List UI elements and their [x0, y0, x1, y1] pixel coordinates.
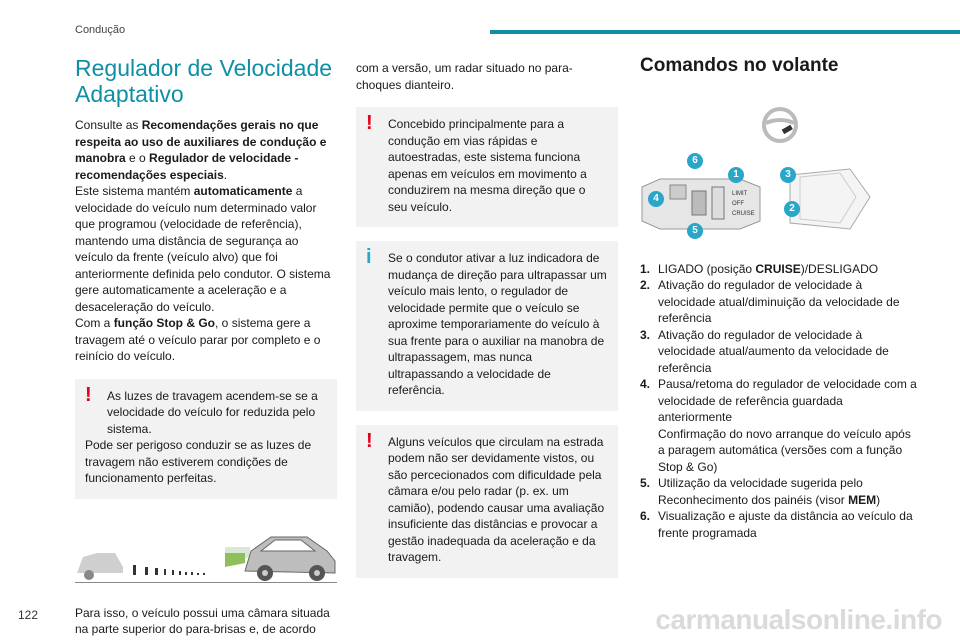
warning-icon: ! — [366, 112, 373, 134]
section-header: Condução — [75, 24, 126, 36]
column-1 — [75, 55, 337, 638]
watermark: carmanualsonline.info — [655, 604, 942, 635]
warning-icon: ! — [85, 383, 92, 406]
list-item: 6. Visualização e ajuste da distância ao veículo da frente programada — [640, 509, 913, 540]
controls-legend — [640, 261, 920, 542]
warning-notice-brake-lights: ! As luzes de travagem acendem-se se a velocidade do veículo for reduzida pelo sistema. Pode ser perigoso conduzir se as luzes de travagem não estiverem condições de funcionamento perfeitas. — [75, 379, 337, 499]
callout-6: 6 — [687, 153, 703, 169]
page-number: 122 — [18, 608, 39, 622]
list-item: 3. Ativação do regulador de velocidade à velocidade atual/aumento da velocidade de referência — [640, 327, 889, 375]
list-item: 5. Utilização da velocidade sugerida pelo Reconhecimento dos painéis (visor MEM) — [640, 476, 881, 507]
callout-2: 2 — [784, 201, 800, 217]
warning-notice-motorways: ! Concebido principalmente para a condução em vias rápidas e autoestradas, este sistema funciona apenas em veículos em movimento a conduzirem na mesma direção que o seu veículo. — [356, 107, 618, 227]
callout-1: 1 — [728, 167, 744, 183]
section-title-steering-controls: Comandos no volante — [640, 55, 839, 76]
paragraph-stop-go: Com a função Stop & Go, o sistema gere a travagem até o veículo parar por completo e o reinício do veículo. — [75, 316, 321, 363]
list-item: 4. Pausa/retoma do regulador de velocidade com a velocidade de referência guardada anteriormente Confirmação do novo arranque do veículo após a paragem automática (versões com a função Stop & Go) — [640, 377, 917, 474]
page-title: Regulador de Velocidade Adaptativo — [75, 55, 333, 107]
callout-3: 3 — [780, 167, 796, 183]
callout-5: 5 — [687, 223, 703, 239]
cruise-control-stalk-figure — [640, 154, 920, 237]
list-item: 2. Ativação do regulador de velocidade à velocidade atual/diminuição da velocidade de referência — [640, 278, 900, 325]
paragraph-camera: Para isso, o veículo possui uma câmara situada na parte superior do para-brisas e, de acordo — [75, 605, 330, 636]
info-icon: i — [366, 246, 372, 268]
figure-label-cruise: CRUISE — [732, 210, 755, 217]
paragraph-consult: Consulte as Recomendações gerais no que respeita ao uso de auxiliares de condução e manobra e o Regulador de velocidade - recomendações especiais. — [75, 118, 327, 182]
callout-4: 4 — [648, 191, 664, 207]
car-distance-icon — [75, 527, 337, 583]
list-item: 1. LIGADO (posição CRUISE)/DESLIGADO — [640, 261, 879, 276]
figure-label-off: OFF — [732, 200, 744, 207]
paragraph-radar: com a versão, um radar situado no para-choques dianteiro. — [356, 61, 573, 92]
paragraph-system: Este sistema mantém automaticamente a velocidade do veículo num determinado valor que programou (velocidade de referência), mantendo uma distância de segurança ao veículo da frente (veículo alvo) que foi anteriormente definida pelo condutor. O sistema gere automaticamente a aceleração e a desaceleração do veículo. — [75, 184, 331, 314]
info-notice-overtaking: i Se o condutor ativar a luz indicadora de mudança de direção para ultrapassar um veículo mais lento, o regulador de velocidade permite que o veículo se aproxime temporariamente do veículo à sua frente para o auxiliar na manobra de ultrapassagem, mas nunca ultrapassando a velocidade de referência. — [356, 241, 618, 411]
column-2 — [356, 60, 618, 592]
steering-wheel-icon — [760, 105, 800, 145]
column-3 — [640, 55, 920, 541]
warning-icon: ! — [366, 429, 373, 452]
car-following-illustration — [75, 527, 337, 583]
figure-label-limit: LIMIT — [732, 190, 748, 197]
header-accent-bar — [490, 30, 960, 34]
warning-notice-detection: ! Alguns veículos que circulam na estrada podem não ser devidamente vistos, ou são percecionados com dificuldade pela câmara e/ou pelo radar (p. ex. um camião), podendo causar uma avaliação insuficiente das distâncias e provocar a gestão inadequada da aceleração e da travagem. — [356, 425, 618, 578]
